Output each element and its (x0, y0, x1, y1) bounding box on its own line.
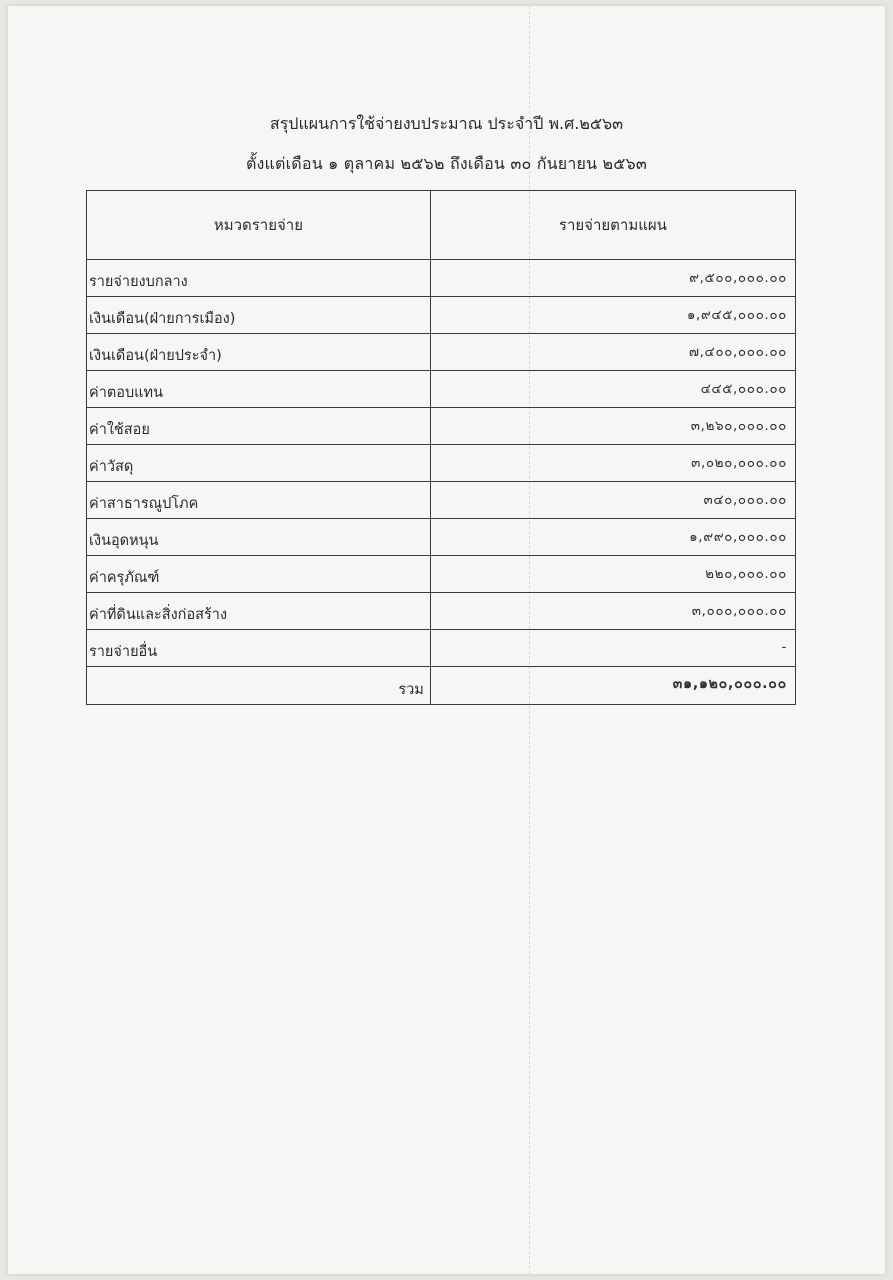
row-amount: ๓๔๐,๐๐๐.๐๐ (430, 482, 795, 519)
document-subtitle: ตั้งแต่เดือน ๑ ตุลาคม ๒๕๖๒ ถึงเดือน ๓๐ กันยายน ๒๕๖๓ (245, 154, 648, 173)
row-amount: ๓,๐๒๐,๐๐๐.๐๐ (430, 445, 795, 482)
row-amount: - (430, 630, 795, 667)
document-page (8, 6, 885, 1274)
total-amount: ๓๑,๑๒๐,๐๐๐.๐๐ (430, 667, 795, 705)
header-planned-amount: รายจ่ายตามแผน (430, 191, 795, 260)
table-row (87, 371, 796, 408)
table-row (87, 519, 796, 556)
row-category: ค่าวัสดุ (87, 445, 431, 482)
row-category: ค่าที่ดินและสิ่งก่อสร้าง (87, 593, 431, 630)
table-row (87, 408, 796, 445)
row-category: เงินอุดหนุน (87, 519, 431, 556)
row-category: รายจ่ายอื่น (87, 630, 431, 667)
budget-table-container (86, 190, 796, 698)
table-row (87, 556, 796, 593)
budget-table (86, 190, 796, 705)
total-label: รวม (87, 667, 431, 705)
row-amount: ๓,๒๖๐,๐๐๐.๐๐ (430, 408, 795, 445)
table-header-row (87, 191, 796, 260)
table-row (87, 445, 796, 482)
table-row (87, 334, 796, 371)
row-amount: ๒๒๐,๐๐๐.๐๐ (430, 556, 795, 593)
table-row (87, 630, 796, 667)
total-row (87, 667, 796, 705)
row-category: ค่าครุภัณฑ์ (87, 556, 431, 593)
row-category: ค่าตอบแทน (87, 371, 431, 408)
row-amount: ๓,๐๐๐,๐๐๐.๐๐ (430, 593, 795, 630)
table-row (87, 593, 796, 630)
row-category: รายจ่ายงบกลาง (87, 260, 431, 297)
header-category: หมวดรายจ่าย (87, 191, 431, 260)
row-amount: ๗,๔๐๐,๐๐๐.๐๐ (430, 334, 795, 371)
row-amount: ๙,๕๐๐,๐๐๐.๐๐ (430, 260, 795, 297)
table-row (87, 297, 796, 334)
row-category: ค่าสาธารณูปโภค (87, 482, 431, 519)
row-amount: ๑,๙๔๕,๐๐๐.๐๐ (430, 297, 795, 334)
row-category: เงินเดือน(ฝ่ายประจำ) (87, 334, 431, 371)
row-amount: ๔๔๕,๐๐๐.๐๐ (430, 371, 795, 408)
row-amount: ๑,๙๙๐,๐๐๐.๐๐ (430, 519, 795, 556)
row-category: ค่าใช้สอย (87, 408, 431, 445)
table-row (87, 482, 796, 519)
document-title: สรุปแผนการใช้จ่ายงบประมาณ ประจำปี พ.ศ.๒๕๖๓ (269, 114, 624, 133)
table-row (87, 260, 796, 297)
row-category: เงินเดือน(ฝ่ายการเมือง) (87, 297, 431, 334)
